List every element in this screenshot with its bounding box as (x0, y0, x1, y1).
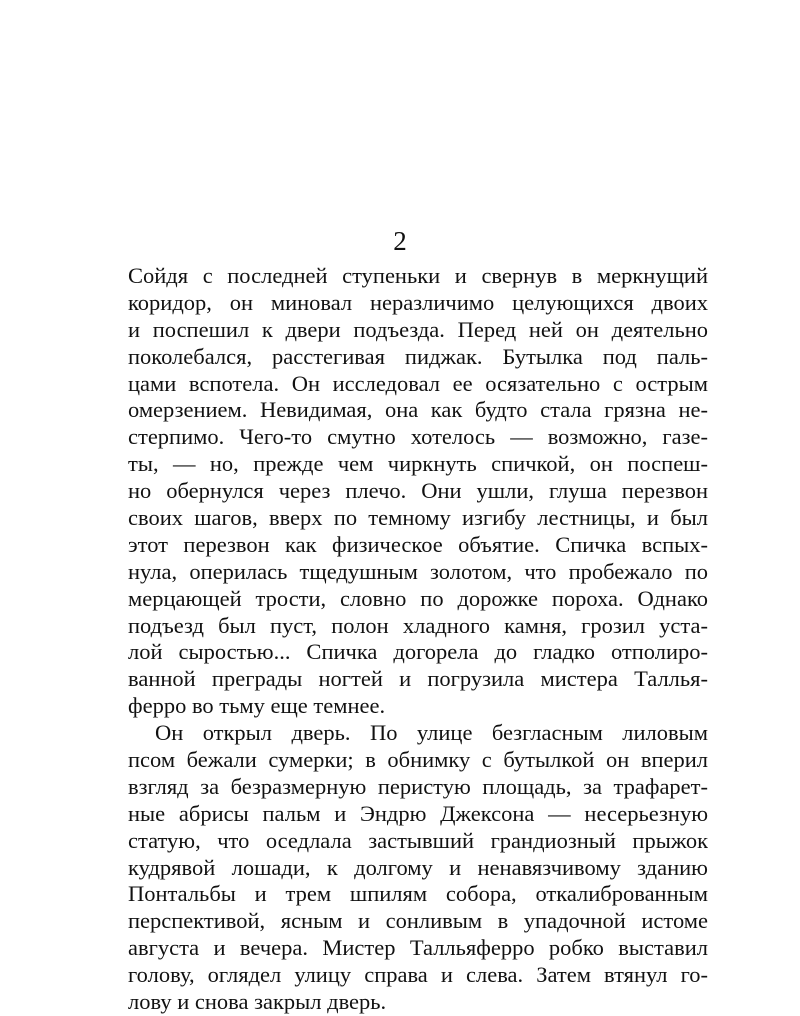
text-line: стерпимо. Чего-то смутно хотелось — возможно, газе- (128, 424, 708, 450)
text-line: августа и вечера. Мистер Талльяферро робко выставил (128, 935, 708, 961)
body-text (128, 263, 708, 1016)
chapter-number: 2 (393, 226, 407, 256)
text-line: ферро во тьму еще темнее. (128, 693, 386, 719)
text-line: голову, оглядел улицу справа и слева. Затем втянул го- (128, 962, 708, 988)
text-line: лову и снова закрыл дверь. (128, 989, 387, 1015)
text-line: лой сыростью... Спичка догорела до гладко отполиро- (128, 639, 708, 665)
text-line: омерзением. Невидимая, она как будто стала грязна не- (128, 397, 708, 423)
text-line: своих шагов, вверх по темному изгибу лестницы, и был (128, 505, 708, 531)
text-line: поколебался, расстегивая пиджак. Бутылка под паль- (128, 343, 708, 369)
text-line: этот перезвон как физическое объятие. Спичка вспых- (128, 531, 708, 557)
text-line: и поспешил к двери подъезда. Перед ней он деятельно (128, 316, 708, 342)
text-line: перспективой, ясным и сонливым в упадочной истоме (128, 908, 708, 934)
text-line: Он открыл дверь. По улице безгласным лиловым (155, 720, 708, 746)
text-line: коридор, он миновал неразличимо целующихся двоих (128, 289, 708, 315)
text-line: псом бежали сумерки; в обнимку с бутылкой он вперил (128, 747, 708, 773)
text-line: ные абрисы пальм и Эндрю Джексона — несерьезную (128, 800, 708, 826)
text-line: статую, что оседлала застывший грандиозный прыжок (128, 827, 708, 853)
text-line: Понтальбы и трем шпилям собора, откалиброванным (128, 881, 708, 907)
text-line: подъезд был пуст, полон хладного камня, грозил уста- (128, 612, 708, 638)
text-line: ванной преграды ногтей и погрузила мистера Таллья- (128, 666, 708, 692)
text-line: цами вспотела. Он исследовал ее осязательно с острым (128, 370, 708, 396)
text-line: но обернулся через плечо. Они ушли, глуша перезвон (128, 478, 708, 504)
text-line: кудрявой лошади, к долгому и ненавязчивому зданию (128, 854, 708, 880)
text-line: мерцающей трости, словно по дорожке пороха. Однако (128, 585, 708, 611)
text-line: ты, — но, прежде чем чиркнуть спичкой, он поспеш- (128, 451, 708, 477)
text-line: нула, оперилась тщедушным золотом, что пробежало по (128, 558, 708, 584)
paragraph (128, 263, 708, 720)
text-line: взгляд за безразмерную перистую площадь, за трафарет- (128, 773, 708, 799)
text-line: Сойдя с последней ступеньки и свернув в меркнущий (128, 263, 708, 288)
paragraph (128, 720, 708, 1016)
